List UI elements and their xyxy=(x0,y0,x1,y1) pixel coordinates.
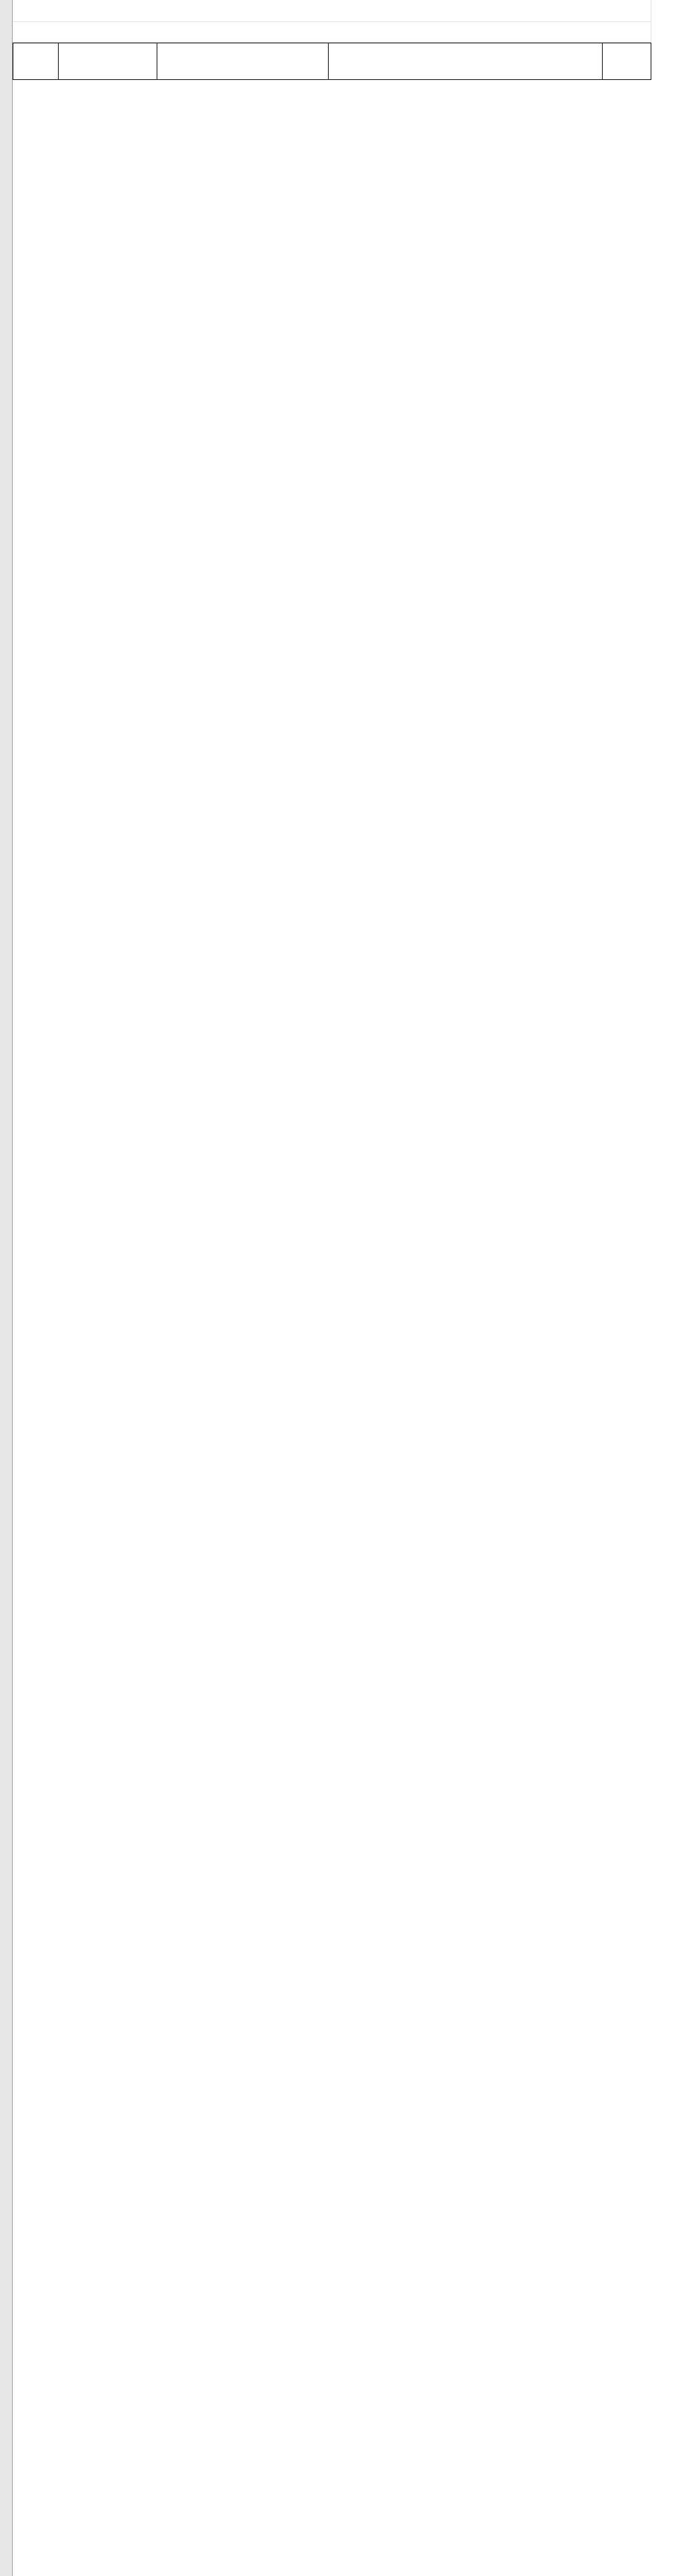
column-header-note[interactable] xyxy=(603,43,651,80)
column-header-legal[interactable] xyxy=(329,43,603,80)
sheet-title-cell[interactable] xyxy=(13,0,651,22)
column-header-item[interactable] xyxy=(157,43,329,80)
column-header-agency[interactable] xyxy=(59,43,157,80)
column-header-seq[interactable] xyxy=(13,43,59,80)
row-header-gutter xyxy=(0,0,13,2576)
blank-row[interactable] xyxy=(13,22,651,43)
